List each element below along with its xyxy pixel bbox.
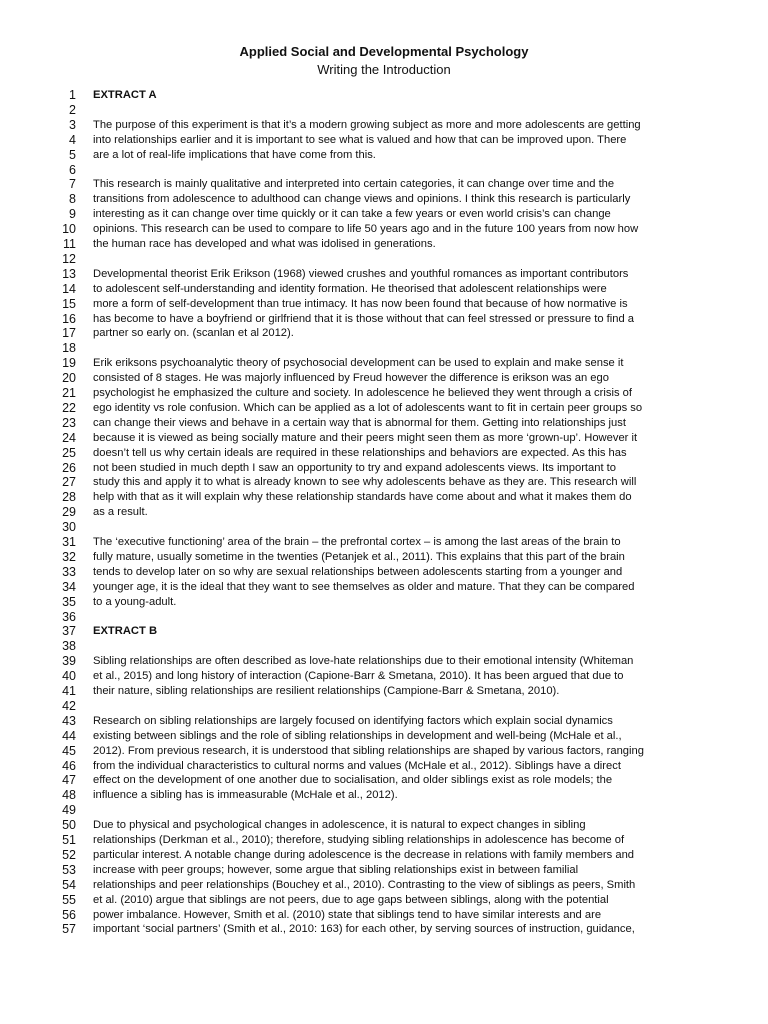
line-number: 20 [62,371,76,386]
line-number: 54 [62,877,76,892]
line-number: 51 [62,833,76,847]
document-line [0,535,768,550]
line-number: 29 [62,505,76,520]
line-text: Developmental theorist Erik Erikson (1968) viewed crushes and youthful romances as important contributors [93,267,629,280]
document-line [0,401,768,416]
document-line [0,669,768,684]
document-line [0,565,768,580]
line-number: 34 [62,579,76,594]
line-text: This research is mainly qualitative and interpreted into certain categories, it can change over time and the [93,178,615,191]
line-number: 7 [69,177,76,192]
line-text: more a form of self-development than true intimacy. It has now been found that because of how normative is [93,297,628,310]
document-line [0,386,768,401]
document-line [0,431,768,446]
line-text: power imbalance. However, Smith et al. (2010) state that siblings tend to have similar interests and are [93,908,602,921]
document-line [0,356,768,371]
line-text: partner so early on. (scanlan et al 2012). [93,327,294,340]
line-text: tends to develop later on so why are sexual relationships between adolescents starting from a younger and [93,565,623,578]
line-text: influence a sibling has is immeasurable (McHale et al., 2012). [93,789,398,802]
document-line [0,893,768,908]
line-text: the human race has developed and what was idolised in generations. [93,238,436,250]
document-subtitle: Writing the Introduction [317,62,451,77]
line-text: important ‘social partners’ (Smith et al., 2010: 163) for each other, by serving sources of instruction, guidance, [93,923,635,936]
line-text: existing between siblings and the role of sibling relationships in development and well-being (McHale et al., [93,729,622,742]
line-number: 37 [62,624,76,639]
line-number: 24 [62,430,76,445]
line-text: has become to have a boyfriend or girlfriend that it is those without that can feel stressed or pressure to find a [93,312,635,325]
document-line [0,461,768,476]
line-text: relationships (Derkman et al., 2010); therefore, studying sibling relationships in adolescence has become of [93,834,625,846]
line-number: 42 [62,698,76,713]
line-number: 56 [62,907,76,922]
line-number: 5 [69,147,76,162]
document-line [0,237,768,252]
line-text: into relationships earlier and it is important to see what is valued and how that can be improved upon. There [93,133,627,146]
line-number: 27 [62,475,76,490]
line-text: psychologist he emphasized the culture and society. In adolescence he believed they went through a crisis of [93,387,632,399]
line-number: 46 [62,758,76,773]
document-line [0,207,768,222]
line-number: 49 [62,803,76,818]
line-text: The purpose of this experiment is that it’s a modern growing subject as more and more adolescents are getting [93,118,641,131]
document-line [0,654,768,669]
document-line [0,371,768,386]
document-line [0,341,768,356]
line-number: 38 [62,639,76,654]
line-number: 6 [69,162,76,177]
line-text: effect on the development of one another due to socialisation, and older siblings exist as role models; the [93,774,613,787]
line-number: 44 [62,728,76,743]
document-line [0,446,768,461]
document-line [0,282,768,297]
line-number: 8 [69,192,76,207]
document-line [0,550,768,565]
line-number: 2 [69,102,76,117]
document-line [0,103,768,118]
document-line [0,595,768,610]
document-line [0,252,768,267]
line-text: not been studied in much depth I saw an opportunity to try and expand adolescents views. Its important to [93,461,617,474]
document-title: Applied Social and Developmental Psychology [239,44,529,59]
line-text: 2012). From previous research, it is understood that sibling relationships are shaped by various factors, ranging [93,744,644,757]
line-text: study this and apply it to what is already known to see why adolescents behave as they are. This research will [93,476,637,489]
document-line [0,908,768,923]
document-line [0,744,768,759]
section-heading: EXTRACT A [93,89,157,101]
document-line [0,699,768,714]
line-number: 55 [62,892,76,907]
line-number: 31 [62,535,76,549]
document-line [0,118,768,133]
line-number: 47 [62,773,76,788]
line-number: 48 [62,788,76,803]
line-text: particular interest. A notable change during adolescence is the decrease in relations with family members and [93,848,635,861]
line-number: 3 [69,117,76,132]
line-number: 13 [62,266,76,281]
line-text: fully mature, usually sometime in the twenties (Petanjek et al., 2011). This explains that this part of the brain [93,550,625,563]
document-line [0,818,768,833]
line-text: because it is viewed as being socially mature and their peers might seen them as more ‘grown-up’. However it [93,431,638,444]
document-line [0,133,768,148]
document-line [0,684,768,699]
document-line [0,192,768,207]
line-number: 15 [62,296,76,311]
document-line [0,848,768,863]
line-number: 26 [62,460,76,475]
line-number: 43 [62,713,76,728]
document-line [0,788,768,803]
line-text: can change their views and behave in a certain way that is abnormal for them. Getting into relationships just [93,416,626,429]
line-number: 25 [62,445,76,460]
document-line [0,163,768,178]
line-text: their nature, sibling relationships are resilient relationships (Campione-Barr & Smetana, 2010). [93,685,560,697]
document-line [0,490,768,505]
document-line [0,326,768,341]
line-number: 17 [62,326,76,341]
line-text: et al., 2015) and long history of interaction (Capione-Barr & Smetana, 2010). It has been argued that due to [93,670,624,683]
line-text: to adolescent self-understanding and identity formation. He theorised that adolescent relationships were [93,282,607,295]
line-text: are a lot of real-life implications that have come from this. [93,148,376,161]
line-number: 19 [62,356,76,371]
line-number: 28 [62,490,76,505]
document-line [0,773,768,788]
document-line [0,863,768,878]
document-line [0,759,768,774]
line-text: The ‘executive functioning’ area of the brain – the prefrontal cortex – is among the last areas of the brain to [93,536,621,548]
line-text: consisted of 8 stages. He was majorly influenced by Freud however the difference is erikson was an ego [93,372,609,385]
line-text: doesn’t tell us why certain ideals are required in these relationships and behaviors are expected. As this has [93,446,627,459]
line-text: et al. (2010) argue that siblings are not peers, due to age gaps between siblings, along with the potential [93,893,609,906]
line-number: 12 [62,251,76,266]
line-number: 22 [62,400,76,415]
line-number: 10 [62,222,76,237]
document-line [0,714,768,729]
line-number: 16 [62,311,76,326]
line-number: 57 [62,922,76,937]
line-text: Research on sibling relationships are largely focused on identifying factors which explain social dynamics [93,714,613,727]
document-line [0,88,768,103]
line-text: increase with peer groups; however, some argue that sibling relationships exist in between familial [93,863,579,876]
line-number: 30 [62,520,76,535]
document-line [0,505,768,520]
line-number: 45 [62,743,76,758]
line-text: ego identity vs role confusion. Which can be applied as a lot of adolescents want to fit in certain peer groups so [93,401,643,414]
line-number: 18 [62,341,76,356]
line-number: 50 [62,818,76,833]
document-line [0,520,768,535]
line-number: 39 [62,654,76,669]
line-text: help with that as it will explain why these relationship standards have come about and what it makes them do [93,491,632,504]
line-text: from the individual characteristics to cultural norms and values (McHale et al., 2012). Siblings have a direct [93,759,621,772]
document-line [0,475,768,490]
line-text: interesting as it can change over time quickly or it can take a few years or even world crisis’s can change [93,208,611,221]
document-line [0,222,768,237]
line-number: 40 [62,669,76,684]
line-text: Erik eriksons psychoanalytic theory of psychosocial development can be used to explain and make sense it [93,357,624,370]
line-number: 14 [62,281,76,296]
line-number: 36 [62,609,76,624]
document-line [0,267,768,282]
document-line [0,803,768,818]
line-text: opinions. This research can be used to compare to life 50 years ago and in the future 100 years from now how [93,223,639,236]
line-text: younger age, it is the ideal that they want to see themselves as older and mature. That they can be compared [93,580,635,593]
line-number: 52 [62,847,76,862]
line-number: 21 [62,386,76,400]
line-number: 1 [69,88,76,102]
line-number: 4 [69,132,76,147]
document-line [0,729,768,744]
document-line [0,312,768,327]
line-number: 35 [62,594,76,609]
document-line [0,922,768,937]
line-text: transitions from adolescence to adulthood can change views and opinions. I think this research is particularly [93,193,631,206]
document-line [0,297,768,312]
line-text: Due to physical and psychological changes in adolescence, it is natural to expect changes in sibling [93,819,586,832]
document-line [0,177,768,192]
document-line [0,416,768,431]
line-text: to a young-adult. [93,595,177,608]
line-number: 11 [63,237,76,251]
document-line [0,878,768,893]
line-number: 32 [62,549,76,564]
line-number: 23 [62,415,76,430]
document-line [0,833,768,848]
line-number: 9 [69,207,76,222]
document-line [0,639,768,654]
line-text: as a result. [93,506,148,519]
section-heading: EXTRACT B [93,625,158,638]
line-text: Sibling relationships are often described as love-hate relationships due to their emotional intensity (Whiteman [93,655,634,668]
document-line [0,148,768,163]
document-line [0,610,768,625]
document-line [0,624,768,639]
line-number: 33 [62,564,76,579]
line-number: 53 [62,862,76,877]
document-line [0,580,768,595]
line-text: relationships and peer relationships (Bouchey et al., 2010). Contrasting to the view of siblings as peers, Smith [93,878,636,891]
line-number: 41 [62,684,76,698]
